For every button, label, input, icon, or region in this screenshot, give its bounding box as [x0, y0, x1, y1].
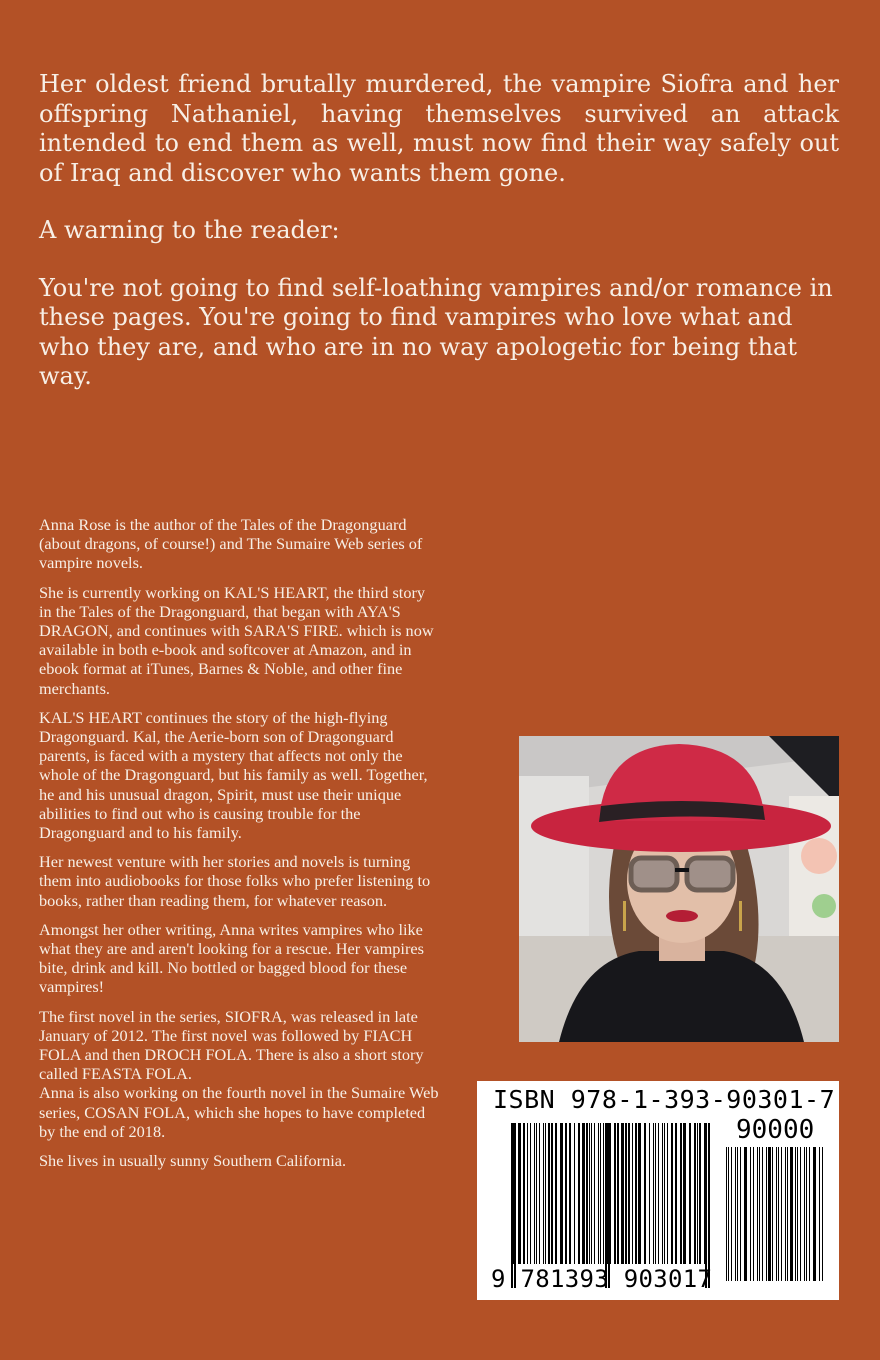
barcode-bar [603, 1123, 604, 1264]
barcode-bar [819, 1147, 820, 1281]
barcode-bar [621, 1123, 624, 1264]
ean-digits: 9 781393 903017 [491, 1265, 713, 1293]
barcode-bar [518, 1123, 521, 1264]
author-portrait-illustration [519, 736, 839, 1042]
barcode-guard-bar [608, 1123, 610, 1288]
barcode-bar [628, 1123, 630, 1264]
barcode-bar [530, 1123, 531, 1264]
barcode-bar [617, 1123, 619, 1264]
price-code: 90000 [736, 1115, 815, 1145]
barcode-bar [680, 1123, 682, 1264]
isbn-barcode [477, 1081, 839, 1300]
barcode-bar [744, 1147, 747, 1281]
barcode-bar [740, 1147, 741, 1281]
barcode-guard-bar [605, 1123, 607, 1288]
barcode-bar [586, 1123, 588, 1264]
barcode-bar [697, 1123, 698, 1264]
barcode-bar [569, 1123, 571, 1264]
barcode-bar [638, 1123, 641, 1264]
barcode-bar [762, 1147, 763, 1281]
barcode-bar [625, 1123, 627, 1264]
barcode-bar [778, 1147, 779, 1281]
author-bio [39, 515, 439, 1180]
barcode-bar [728, 1147, 729, 1281]
barcode-bar [772, 1147, 773, 1281]
bio-paragraph: She is currently working on KAL'S HEART, the third story in the Tales of the Dragonguard, that began with AYA'S DRAGON, and continues with SARA'S FIRE. which is now available in both e-book and softcover at Amazon, and in ebook format at iTunes, Barnes & Noble, and other fine merchants. [39, 582, 434, 698]
blurb-paragraph-warning-heading: A warning to the reader: [39, 216, 340, 244]
barcode-bar [635, 1123, 637, 1264]
barcode-bar [594, 1123, 595, 1264]
barcode-bar [574, 1123, 575, 1264]
barcode-bar [694, 1123, 696, 1264]
barcode-bar [662, 1123, 663, 1264]
barcode-bar [667, 1123, 668, 1264]
barcode-bar [737, 1147, 738, 1281]
barcode-bar [543, 1123, 544, 1264]
barcode-guard-bar [511, 1123, 513, 1288]
bio-paragraph: She lives in usually sunny Southern California. [39, 1151, 347, 1171]
barcode-bar [795, 1147, 796, 1281]
barcode-bar [804, 1147, 805, 1281]
barcode-bar [766, 1147, 767, 1281]
barcode-bar [735, 1147, 736, 1281]
barcode-bar [776, 1147, 777, 1281]
barcode-bar [598, 1123, 599, 1264]
barcode-bar [809, 1147, 810, 1281]
bio-paragraph: Anna is also working on the fourth novel in the Sumaire Web series, COSAN FOLA, which she hopes to have completed by the end of 2018. [39, 1083, 439, 1141]
bio-paragraph: Amongst her other writing, Anna writes vampires who like what they are and aren't looking for a rescue. Her vampires bite, drink and kill. No bottled or bagged blood for these vampires! [39, 919, 424, 997]
barcode-guard-bar [708, 1123, 710, 1288]
barcode-bar [560, 1123, 563, 1264]
barcode-bar [787, 1147, 788, 1281]
barcode-bar [591, 1123, 592, 1264]
barcode-bar [726, 1147, 727, 1281]
barcode-bar [545, 1123, 546, 1264]
barcode-bar [699, 1123, 701, 1264]
isbn-number: ISBN 978-1-393-90301-7 [493, 1085, 836, 1114]
barcode-guard-bar [705, 1123, 707, 1288]
barcode-bar [644, 1123, 646, 1264]
barcode-bar [813, 1147, 816, 1281]
bio-paragraph: Her newest venture with her stories and novels is turning them into audiobooks for those folks who prefer listening to books, rather than reading them, for whatever reason. [39, 852, 431, 910]
barcode-bar [731, 1147, 732, 1281]
barcode-bar [527, 1123, 528, 1264]
barcode-bar [649, 1123, 650, 1264]
barcode-bar [753, 1147, 754, 1281]
barcode-bar [607, 1123, 608, 1264]
barcode-bar [653, 1123, 654, 1264]
barcode-bar [614, 1123, 616, 1264]
barcode-bar [539, 1123, 540, 1264]
barcode-bar [555, 1123, 557, 1264]
barcode-bar [671, 1123, 673, 1264]
barcode-bar [658, 1123, 659, 1264]
author-photo [519, 736, 839, 1042]
barcode-bar [683, 1123, 686, 1264]
barcode-bar [551, 1123, 553, 1264]
barcode-bar [790, 1147, 793, 1281]
barcode-bar [759, 1147, 760, 1281]
barcode-bar [655, 1123, 656, 1264]
blurb-paragraph-warning: You're not going to find self-loathing vampires and/or romance in these pages. You're going to find vampires who love what and who they are, and who are in no way apologetic for being that way. [39, 273, 833, 390]
barcode-bar [536, 1123, 537, 1264]
bio-paragraph: Anna Rose is the author of the Tales of the Dragonguard (about dragons, of course!) and The Sumaire Web series of vampire novels. [39, 515, 423, 573]
barcode-bar [565, 1123, 567, 1264]
barcode-bar [523, 1123, 525, 1264]
bio-paragraph: The first novel in the series, SIOFRA, was released in late January of 2012. The first novel was followed by FIACH FOLA and then DROCH FOLA. There is also a short story called FEASTA FOLA. [39, 1006, 424, 1084]
barcode-bar [548, 1123, 550, 1264]
barcode-bar [806, 1147, 807, 1281]
barcode-bar [768, 1147, 771, 1281]
barcode-bar [664, 1123, 665, 1264]
back-cover-blurb [39, 70, 839, 420]
blurb-paragraph-synopsis: Her oldest friend brutally murdered, the vampire Siofra and her offspring Nathaniel, having themselves survived an attack intended to end them as well, must now find their way safely out of Iraq and discover who wants them gone. [39, 70, 839, 187]
barcode-bar [578, 1123, 580, 1264]
barcode-bar [785, 1147, 786, 1281]
barcode-guard-bar [514, 1123, 516, 1288]
barcode-bar [632, 1123, 633, 1264]
barcode-bar [797, 1147, 798, 1281]
barcode-bar [600, 1123, 601, 1264]
barcode-bar [822, 1147, 823, 1281]
barcode-bar [781, 1147, 782, 1281]
barcode-bar [534, 1123, 535, 1264]
barcode-bar [757, 1147, 758, 1281]
barcode-bar [675, 1123, 677, 1264]
barcode-bar [800, 1147, 801, 1281]
barcode-bar [582, 1123, 585, 1264]
barcode-bar [750, 1147, 751, 1281]
bio-paragraph: KAL'S HEART continues the story of the high-flying Dragonguard. Kal, the Aerie-born son of Dragonguard parents, is faced with a mystery that affects not only the whole of the Dragonguard, but his family as well. Together, he and his unusual dragon, Spirit, must use their unique abilities to find out who is causing trouble for the Dragonguard and to his family. [39, 707, 428, 843]
barcode-bar [589, 1123, 590, 1264]
barcode-bar [689, 1123, 691, 1264]
